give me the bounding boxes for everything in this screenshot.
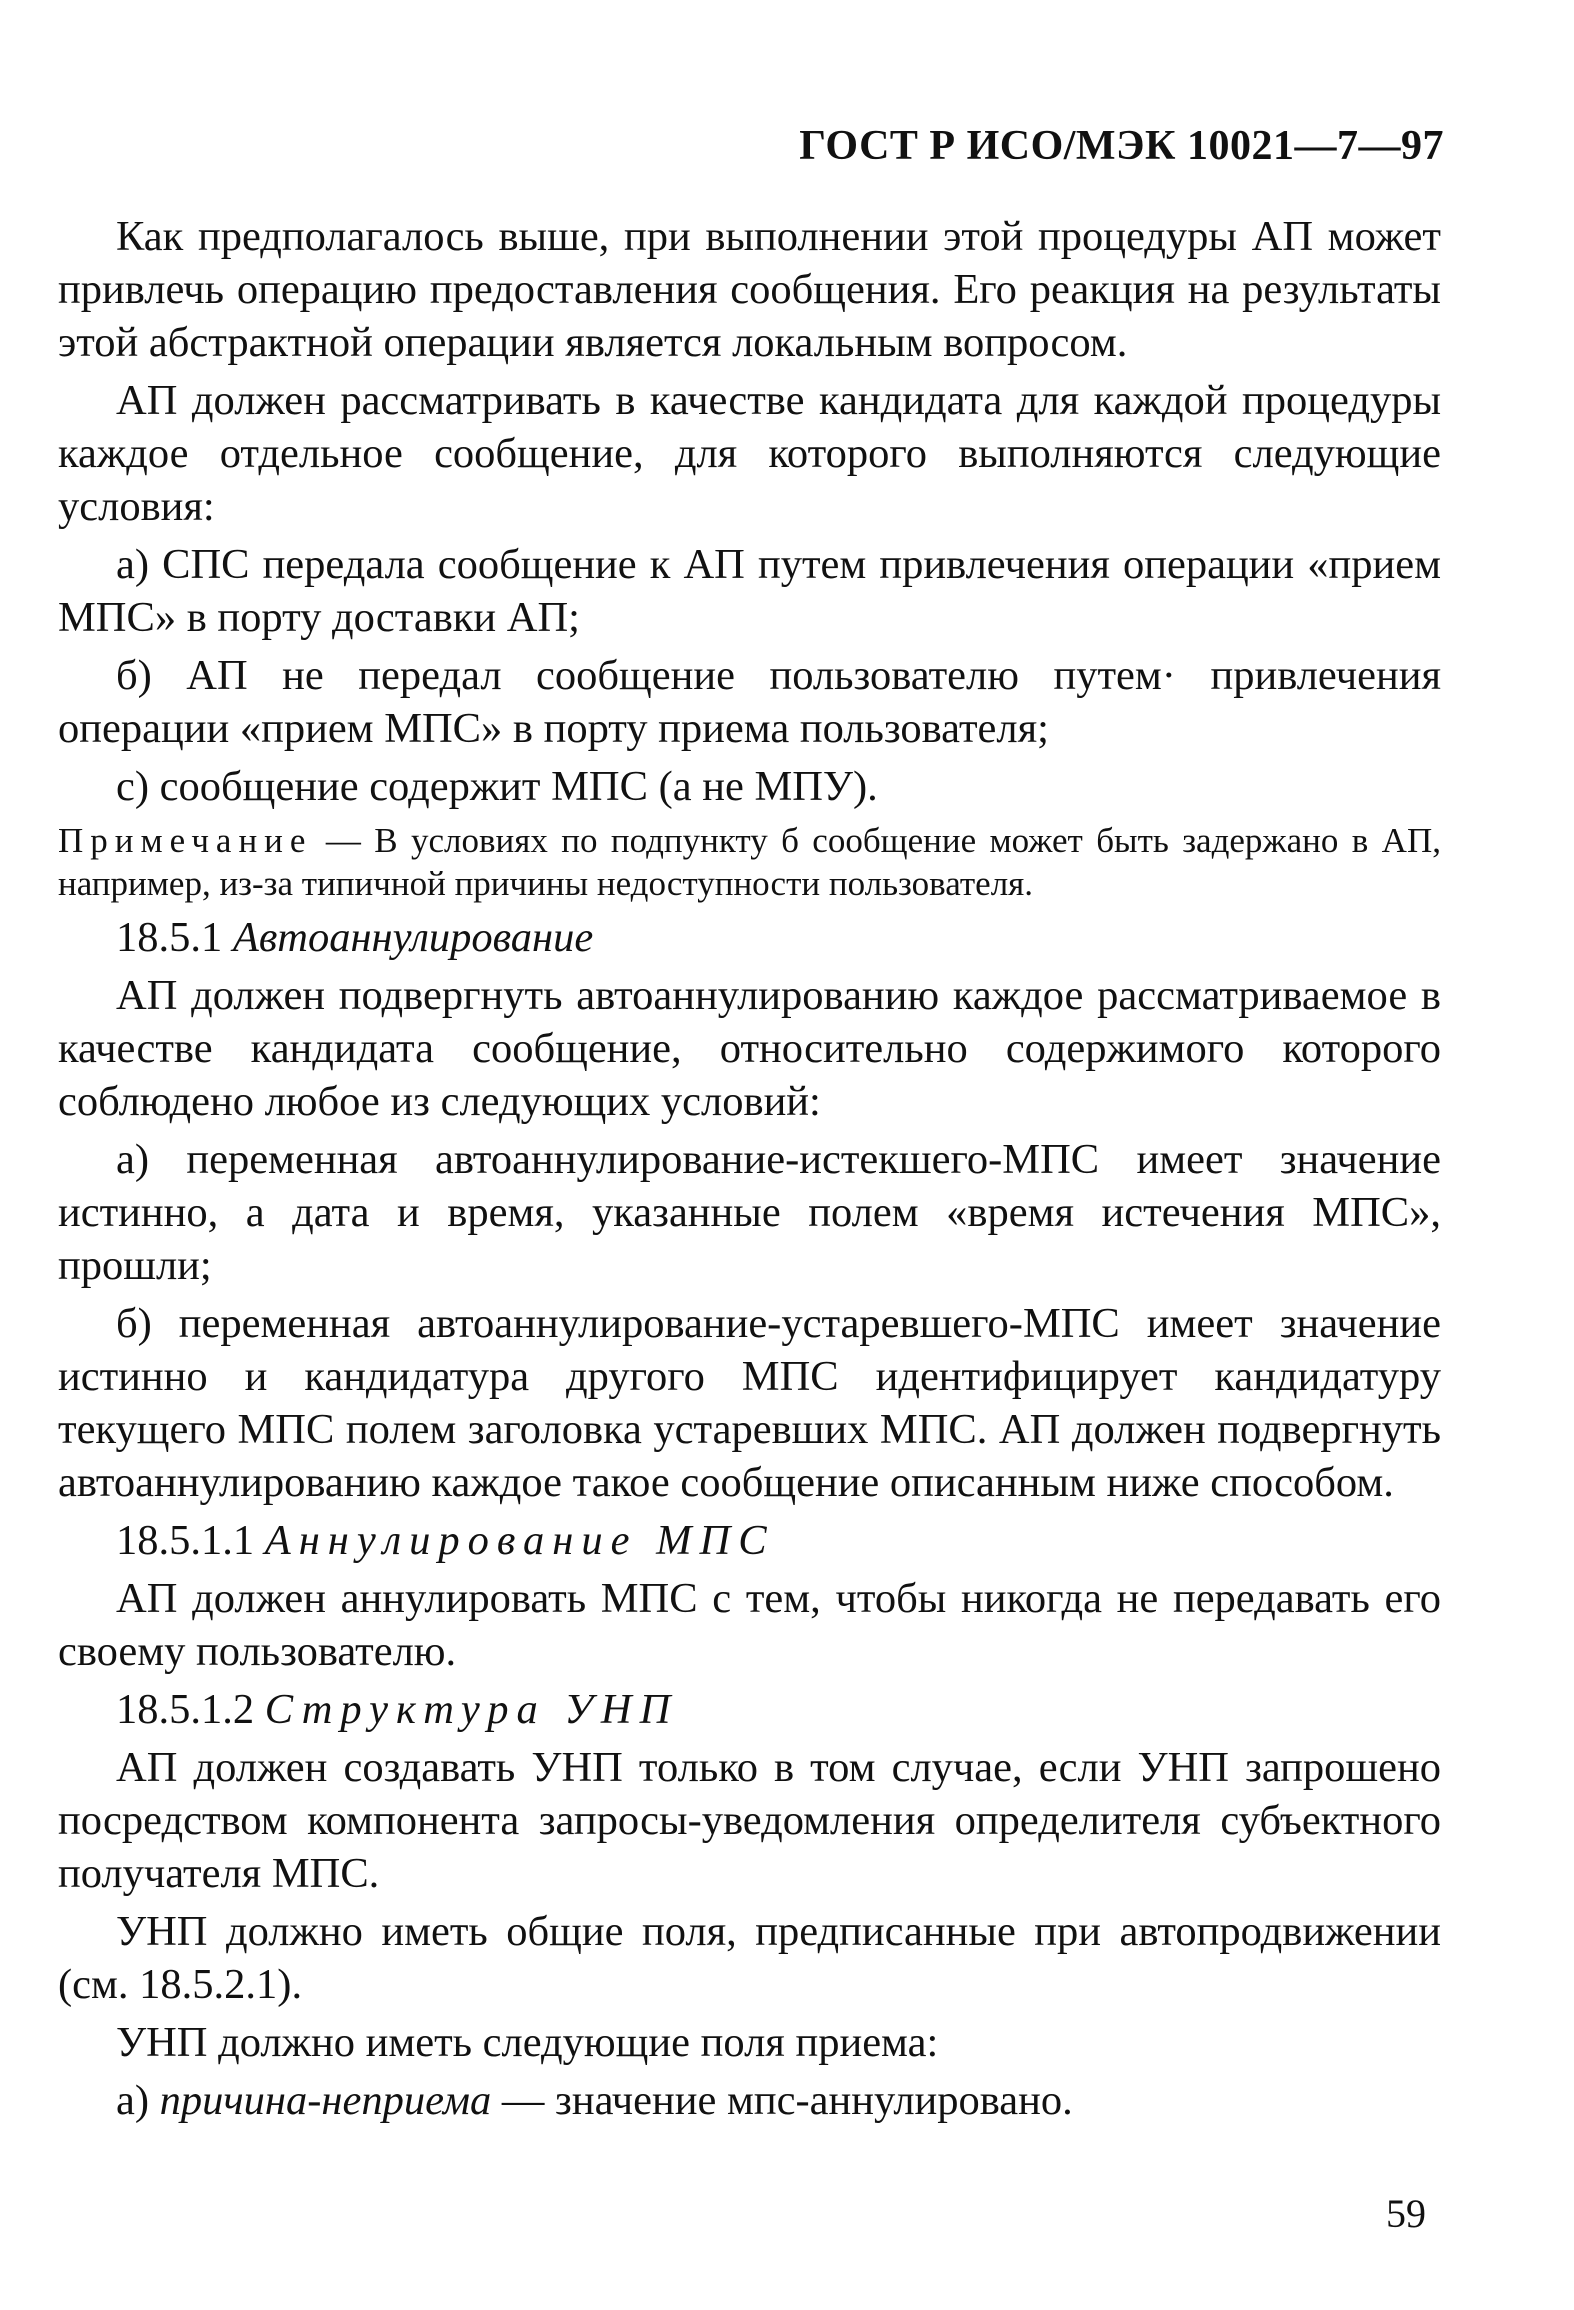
note	[58, 819, 1441, 905]
section-title: Структура УНП	[264, 1686, 679, 1733]
list-item: б) переменная автоаннулирование-устаревшего-МПС имеет значение истинно и кандидатура другого МПС идентифицирует кандидатуру текущего МПС полем заголовка устаревших МПС. АП должен подвергнуть автоаннулированию каждое такое сообщение описанным ниже способом.	[58, 1300, 1441, 1506]
section-heading	[58, 911, 1441, 964]
note-text: — В условиях по подпункту б сообщение может быть задержано в АП, например, из-за типичной причины недоступности пользователя.	[58, 821, 1441, 903]
note-label: Примечание	[58, 821, 313, 860]
document-body	[58, 210, 1441, 2127]
paragraph: Как предполагалось выше, при выполнении этой процедуры АП может привлечь операцию предоставления сообщения. Его реакция на результаты этой абстрактной операции является локальным вопросом.	[58, 213, 1441, 366]
section-heading	[58, 1514, 1441, 1567]
paragraph: АП должен создавать УНП только в том случае, если УНП запрошено посредством компонента запросы-уведомления определителя субъектного получателя МПС.	[58, 1744, 1441, 1897]
section-title: Аннулирование МПС	[264, 1517, 775, 1564]
page-number: 59	[1386, 2191, 1426, 2236]
paragraph: АП должен подвергнуть автоаннулированию каждое рассматриваемое в качестве кандидата сообщение, относительно содержимого которого соблюдено любое из следующих условий:	[58, 972, 1441, 1125]
list-item: а) СПС передала сообщение к АП путем привлечения операции «прием МПС» в порту доставки АП;	[58, 541, 1441, 641]
list-prefix: а)	[116, 2077, 160, 2124]
paragraph: АП должен аннулировать МПС с тем, чтобы никогда не передавать его своему пользователю.	[58, 1575, 1441, 1675]
section-number: 18.5.1.2	[116, 1686, 265, 1733]
list-item: б) АП не передал сообщение пользователю путем· привлечения операции «прием МПС» в порту приема пользователя;	[58, 652, 1441, 752]
list-item: а) переменная автоаннулирование-истекшего-МПС имеет значение истинно, а дата и время, указанные полем «время истечения МПС», прошли;	[58, 1136, 1441, 1289]
term: причина-неприема	[159, 2077, 492, 2124]
section-number: 18.5.1.1	[116, 1517, 265, 1564]
section-heading	[58, 1683, 1441, 1736]
paragraph: УНП должно иметь следующие поля приема:	[116, 2019, 939, 2066]
standard-header: ГОСТ Р ИСО/МЭК 10021—7—97	[799, 123, 1444, 169]
section-title: Автоаннулирование	[232, 914, 594, 961]
list-item: с) сообщение содержит МПС (а не МПУ).	[116, 763, 878, 810]
section-number: 18.5.1	[116, 914, 233, 961]
list-text: — значение мпс-аннулировано.	[491, 2077, 1073, 2124]
paragraph: УНП должно иметь общие поля, предписанные при автопродвижении (см. 18.5.2.1).	[58, 1908, 1441, 2008]
list-item	[58, 2074, 1441, 2127]
paragraph: АП должен рассматривать в качестве кандидата для каждой процедуры каждое отдельное сообщение, для которого выполняются следующие условия:	[58, 377, 1441, 530]
